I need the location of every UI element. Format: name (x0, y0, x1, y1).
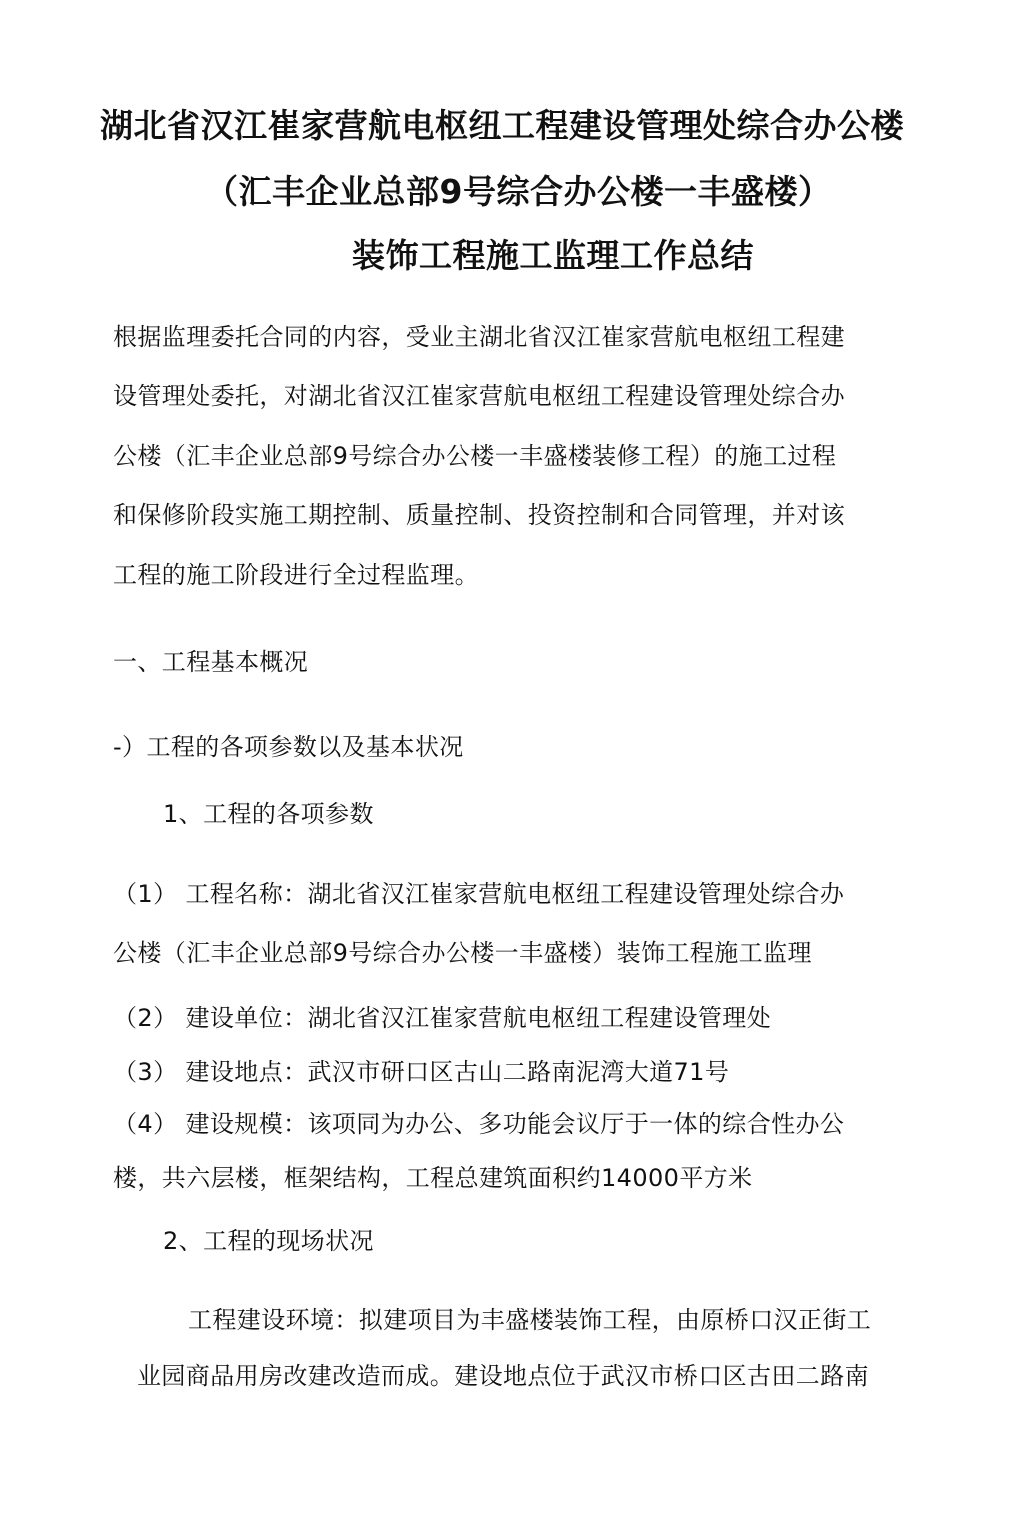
param-line: （1） 工程名称：湖北省汉江崔家营航电枢纽工程建设管理处综合办 (113, 880, 845, 908)
intro-line: 根据监理委托合同的内容，受业主湖北省汉江崔家营航电枢纽工程建 (113, 323, 845, 351)
title-line-2: （汇丰企业总部9号综合办公楼一丰盛楼） (205, 172, 832, 211)
title-line-1: 湖北省汉江崔家营航电枢纽工程建设管理处综合办公楼 (100, 106, 904, 145)
site-line: 工程建设环境：拟建项目为丰盛楼装饰工程，由原桥口汉正街工 (188, 1306, 872, 1334)
intro-line: 和保修阶段实施工期控制、质量控制、投资控制和合同管理，并对该 (113, 501, 845, 529)
section-heading: 一、工程基本概况 (113, 648, 309, 676)
param-line: （2） 建设单位：湖北省汉江崔家营航电枢纽工程建设管理处 (113, 1004, 772, 1032)
intro-line: 公楼（汇丰企业总部9号综合办公楼一丰盛楼装修工程）的施工过程 (113, 442, 837, 470)
intro-line: 设管理处委托，对湖北省汉江崔家营航电枢纽工程建设管理处综合办 (113, 382, 845, 410)
item-heading: 1、工程的各项参数 (163, 800, 374, 828)
param-line: 楼，共六层楼，框架结构，工程总建筑面积约14000平方米 (113, 1164, 753, 1192)
item-heading: 2、工程的现场状况 (163, 1227, 374, 1255)
subsection-heading: -）工程的各项参数以及基本状况 (113, 733, 464, 761)
param-line: 公楼（汇丰企业总部9号综合办公楼一丰盛楼）装饰工程施工监理 (113, 939, 812, 967)
title-line-3: 装饰工程施工监理工作总结 (352, 236, 754, 275)
param-line: （3） 建设地点：武汉市研口区古山二路南泥湾大道71号 (113, 1058, 730, 1086)
param-line: （4） 建设规模：该项同为办公、多功能会议厅于一体的综合性办公 (113, 1110, 845, 1138)
site-line: 业园商品用房改建改造而成。建设地点位于武汉市桥口区古田二路南 (137, 1362, 869, 1390)
intro-line: 工程的施工阶段进行全过程监理。 (113, 561, 479, 589)
